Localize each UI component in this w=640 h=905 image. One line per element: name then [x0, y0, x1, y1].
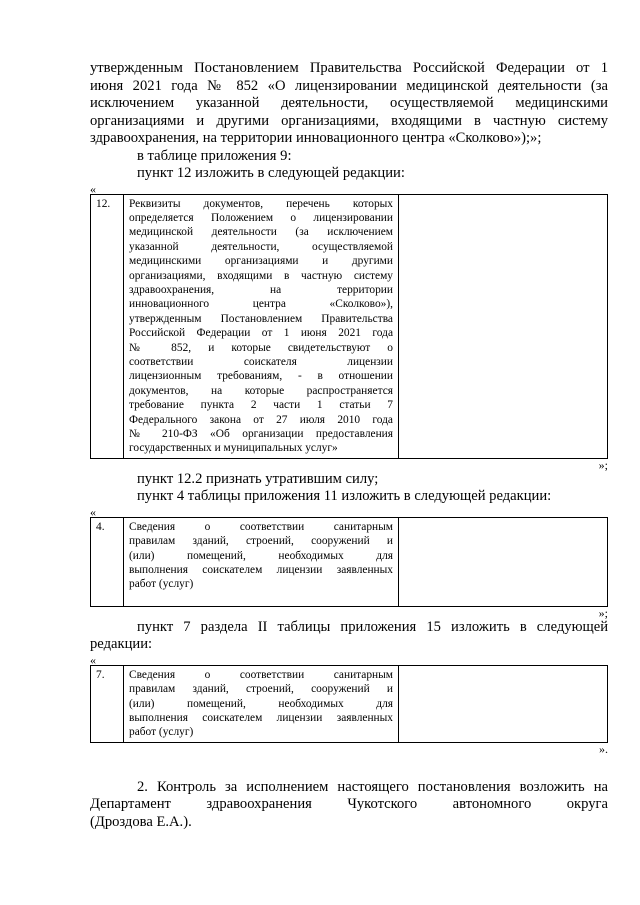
item7-line: редакции: [90, 636, 153, 653]
item12-2-line: пункт 12.2 признать утратившим силу; [137, 470, 379, 487]
row-value-empty [399, 517, 608, 606]
intro-line: июня 2021 года № 852 «О лицензировании медицинской деятельности (за [90, 77, 608, 94]
quote-open: « [90, 652, 96, 667]
quote-open: « [90, 504, 96, 519]
quote-open: « [90, 181, 96, 196]
item12-line: пункт 12 изложить в следующей редакции: [137, 165, 405, 181]
quote-close: »; [598, 605, 608, 620]
intro-line: здравоохранения, на территории инновационного центра «Сколково»);»; [90, 130, 542, 146]
document-page [90, 60, 608, 831]
row-description: Реквизиты документов, перечень которых определяется Положением о лицензировании медицинской деятельности (за исключением указанной деятельности, осуществляемой медицинскими организациями и другими организациями, входящими в частную систему здравоохранения, на территории инновационного центра «Сколково»), утвержденным Постановлением Правительства Российской Федерации от 1 июня 2021 года № 852, и которые свидетельствуют о соответствии соискателя лицензии лицензионным требованиям, - в отношении документов, на которые распространяется требование пункта 2 части 1 статьи 7 Федерального закона от 27 июля 2010 года № 210-ФЗ «Об организации предоставления государственных и муниципальных услуг» [124, 194, 399, 458]
table-item-4 [90, 517, 608, 607]
table-row [91, 665, 608, 742]
row-number: 4. [91, 517, 124, 606]
item4-line: пункт 4 таблицы приложения 11 изложить в следующей редакции: [137, 488, 552, 505]
item7-line: пункт 7 раздела II таблицы приложения 15 изложить в следующей [137, 618, 608, 635]
intro-line: организациями и другими организациями, входящими в частную систему [90, 112, 608, 129]
intro-line: исключением указанной деятельности, осуществляемой медицинскими [90, 95, 608, 111]
table-item-12 [90, 194, 608, 459]
row-description: Сведения о соответствии санитарным правилам зданий, строений, сооружений и (или) помещений, необходимых для выполнения соискателем лицензии заявленных работ (услуг) [124, 665, 399, 742]
table-item-7 [90, 665, 608, 743]
table-row [91, 517, 608, 606]
quote-close: »; [598, 457, 608, 472]
quote-close: ». [599, 741, 608, 756]
control-line: (Дроздова Е.А.). [90, 813, 192, 830]
row-number: 12. [91, 194, 124, 458]
control-paragraph [90, 779, 608, 832]
row-number: 7. [91, 665, 124, 742]
row-value-empty [399, 665, 608, 742]
item7-paragraph [90, 619, 608, 654]
intro-paragraph [90, 60, 608, 148]
intro-line: утвержденным Постановлением Правительства Российской Федерации от 1 [90, 60, 608, 76]
control-line: 2. Контроль за исполнением настоящего постановления возложить на [137, 778, 608, 795]
row-value-empty [399, 194, 608, 458]
table-row [91, 194, 608, 458]
appendix9-line: в таблице приложения 9: [137, 147, 292, 164]
control-line: Департамент здравоохранения Чукотского автономного округа [90, 796, 608, 813]
row-description: Сведения о соответствии санитарным правилам зданий, строений, сооружений и (или) помещений, необходимых для выполнения соискателем лицензии заявленных работ (услуг) [124, 517, 399, 606]
